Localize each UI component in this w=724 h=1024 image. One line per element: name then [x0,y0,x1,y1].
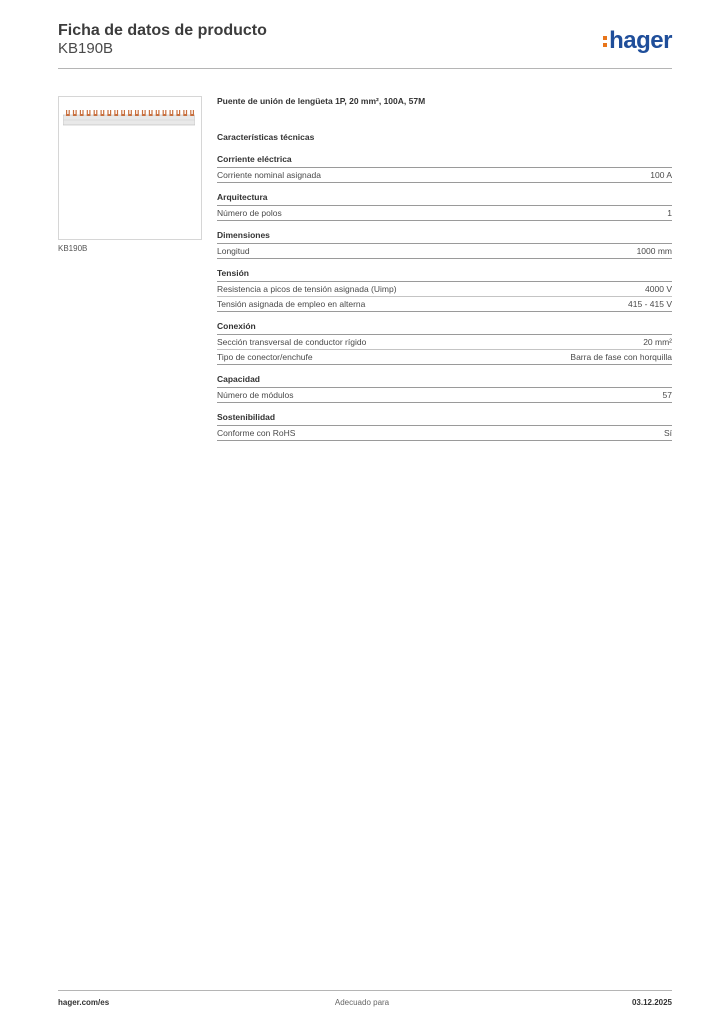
busbar-tooth [183,110,187,116]
busbar-tooth [149,110,153,116]
spec-section [217,412,672,441]
spec-section [217,192,672,221]
characteristics-heading: Características técnicas [217,132,315,142]
busbar-tooth [142,110,146,116]
spec-label: Número de módulos [217,390,294,400]
spec-row [217,297,672,312]
section-title: Sostenibilidad [217,412,672,426]
section-title: Tensión [217,268,672,282]
spec-row [217,426,672,441]
spec-label: Sección transversal de conductor rígido [217,337,367,347]
spec-value: 57 [662,390,672,400]
spec-section [217,268,672,312]
logo-text: hager [609,27,672,54]
busbar-tooth [190,110,194,116]
busbar-image-icon [63,109,195,127]
spec-row [217,168,672,183]
spec-sections [217,154,672,441]
spec-row [217,335,672,350]
spec-section [217,321,672,365]
busbar-tooth [163,110,167,116]
busbar-tooth [128,110,132,116]
busbar-tooth [80,110,84,116]
busbar-tooth [176,110,180,116]
spec-row [217,282,672,297]
spec-section [217,154,672,183]
footer-suitable-for: Adecuado para [334,998,390,1007]
product-code: KB190B [58,40,114,57]
header-divider [58,68,672,69]
busbar-tooth [101,110,105,116]
product-description: Puente de unión de lengüeta 1P, 20 mm², 100A, 57M [217,96,426,106]
spec-value: 20 mm² [643,337,672,347]
section-title: Corriente eléctrica [217,154,672,168]
spec-content [217,96,672,441]
spec-label: Corriente nominal asignada [217,170,321,180]
section-title: Arquitectura [217,192,672,206]
spec-value: 4000 V [645,284,672,294]
busbar-tooth [135,110,139,116]
section-title: Conexión [217,321,672,335]
spec-row [217,350,672,365]
busbar-tooth [94,110,98,116]
busbar-tooth [87,110,91,116]
busbar-tooth [156,110,160,116]
logo-dots-icon [603,36,607,47]
spec-value: 100 A [650,170,672,180]
spec-value: 1 [667,208,672,218]
page-title: Ficha de datos de producto [58,22,267,39]
section-title: Dimensiones [217,230,672,244]
footer-divider [58,990,672,991]
section-title: Capacidad [217,374,672,388]
spec-row [217,388,672,403]
busbar-tooth [114,110,118,116]
spec-row [217,206,672,221]
spec-value: 1000 mm [636,246,672,256]
busbar-tooth [170,110,174,116]
spec-row [217,244,672,259]
spec-value: Barra de fase con horquilla [570,352,672,362]
footer-website-link[interactable]: hager.com/es [58,998,110,1007]
spec-value: 415 - 415 V [628,299,672,309]
spec-value: Sí [663,428,672,438]
spec-label: Tensión asignada de empleo en alterna [217,299,366,309]
busbar-tooth [121,110,125,116]
busbar-tooth [66,110,70,116]
footer-date: 03.12.2025 [631,998,672,1007]
spec-label: Resistencia a picos de tensión asignada (Uimp) [217,284,397,294]
image-caption: KB190B [58,244,88,253]
busbar-tooth [107,110,111,116]
product-image [58,96,202,240]
spec-label: Conforme con RoHS [217,428,296,438]
spec-label: Longitud [217,246,250,256]
spec-label: Tipo de conector/enchufe [217,352,313,362]
busbar-tooth [73,110,77,116]
spec-section [217,374,672,403]
hager-logo[interactable] [603,27,672,55]
spec-label: Número de polos [217,208,282,218]
spec-section [217,230,672,259]
